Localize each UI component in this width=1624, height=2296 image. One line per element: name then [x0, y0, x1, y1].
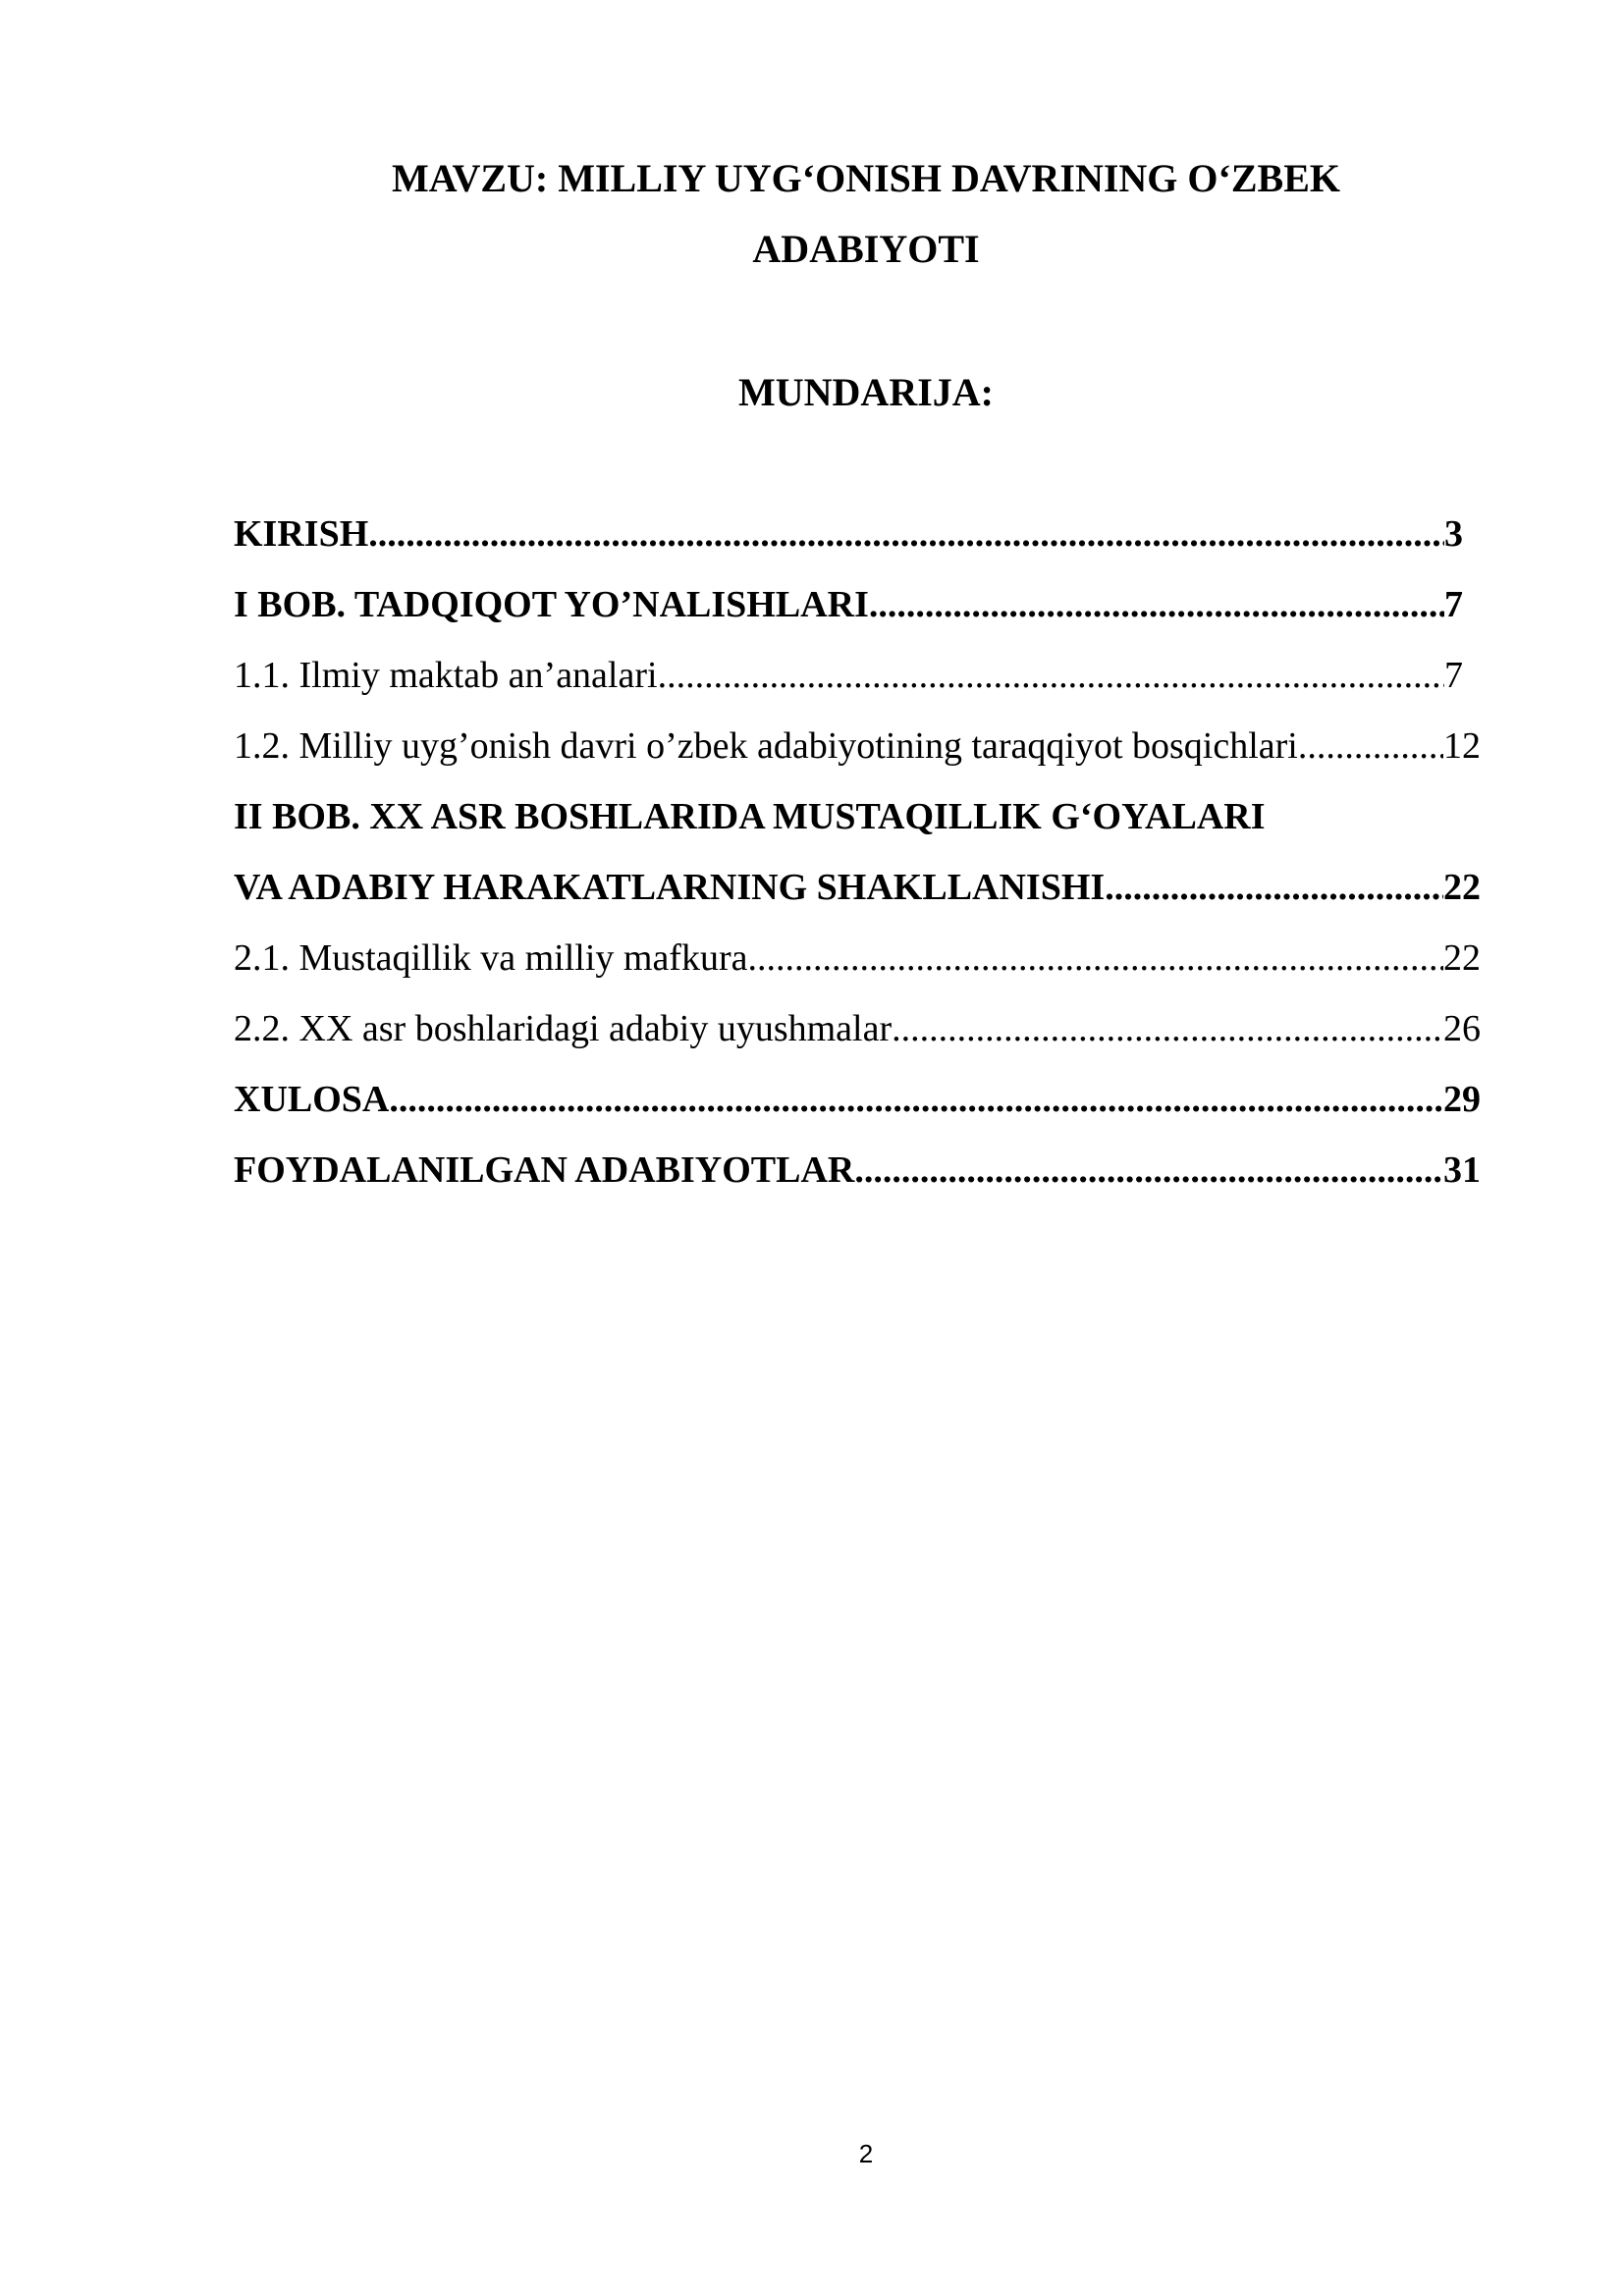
toc-entry-section-1-1 [234, 648, 1463, 719]
toc-entry-page: 7 [1444, 655, 1463, 696]
toc-leader-dots [667, 648, 1444, 703]
toc-entry-label: 1.1. Ilmiy maktab an’analari. [234, 655, 668, 696]
toc-entry-label: II BOB. XX ASR BOSHLARIDA MUSTAQILLIK G‘OYALARI [234, 796, 1266, 837]
document-title-line-2: ADABIYOTI [752, 227, 980, 271]
toc-entry-chapter-2-line-2 [234, 860, 1481, 931]
toc-entry-label: FOYDALANILGAN ADABIYOTLAR [234, 1149, 855, 1191]
toc-entry-page: 29 [1443, 1079, 1481, 1120]
toc-heading: MUNDARIJA: [738, 370, 994, 414]
toc-entry-chapter-2-line-1 [234, 789, 1481, 860]
toc-entry-page: 22 [1443, 867, 1481, 908]
toc-entry-page: 31 [1443, 1149, 1481, 1191]
page-number: 2 [858, 2139, 874, 2168]
toc-entry-page: 22 [1443, 937, 1481, 979]
toc-entry-label: 1.2. Milliy uyg’onish davri o’zbek adabiyotining taraqqiyot bosqichlari [234, 725, 1298, 767]
toc-leader-dots [854, 1143, 1443, 1198]
toc-entry-page: 26 [1443, 1008, 1481, 1049]
toc-leader-dots [368, 507, 1444, 561]
document-title-line-1: MAVZU: MILLIY UYG‘ONISH DAVRINING O‘ZBEK [391, 156, 1341, 200]
toc-leader-dots [389, 1072, 1443, 1127]
toc-entry-label: 2.1. Mustaqillik va milliy mafkura. [234, 937, 757, 979]
toc-entry-section-2-2 [234, 1001, 1481, 1072]
toc-entry-page: 12 [1443, 725, 1481, 767]
table-of-contents [234, 507, 1481, 1213]
toc-entry-xulosa [234, 1072, 1481, 1143]
toc-leader-dots [892, 1001, 1443, 1056]
toc-entry-label: VA ADABIY HARAKATLARNING SHAKLLANISHI [234, 867, 1106, 908]
toc-entry-label: 2.2. XX asr boshlaridagi adabiy uyushmalar [234, 1008, 893, 1049]
toc-entry-label: I BOB. TADQIQOT YO’NALISHLARI. [234, 584, 879, 625]
toc-leader-dots [1298, 719, 1443, 774]
toc-entry-chapter-1 [234, 577, 1463, 648]
toc-entry-bibliography [234, 1143, 1481, 1213]
toc-leader-dots [1105, 860, 1443, 915]
toc-entry-label: XULOSA [234, 1079, 390, 1120]
toc-leader-dots [878, 577, 1444, 632]
toc-entry-section-1-2 [234, 719, 1481, 789]
toc-entry-label: KIRISH [234, 513, 369, 555]
toc-entry-section-2-1 [234, 931, 1481, 1001]
toc-entry-page: 3 [1444, 513, 1463, 555]
toc-entry-page: 7 [1444, 584, 1463, 625]
toc-leader-dots [757, 931, 1443, 986]
toc-entry-kirish [234, 507, 1463, 577]
